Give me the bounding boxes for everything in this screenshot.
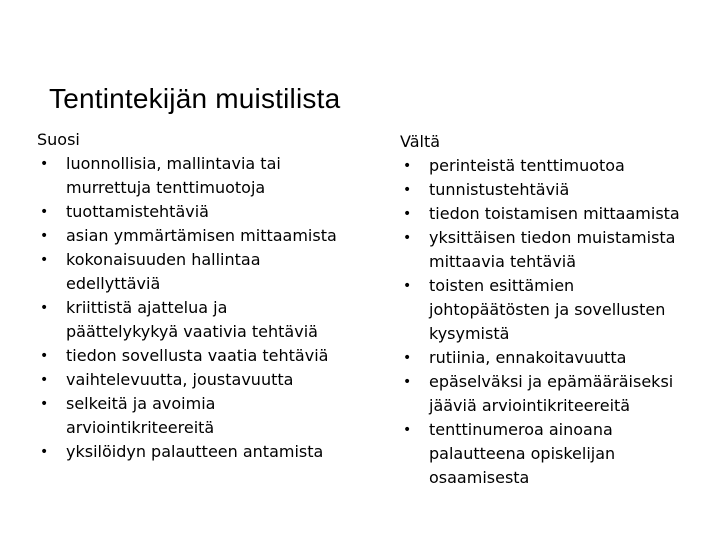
- bullet-icon: •: [40, 204, 49, 220]
- list-item: • asian ymmärtämisen mittaamista: [37, 224, 382, 248]
- bullet-icon: •: [403, 374, 412, 390]
- list-item: • perinteistä tenttimuotoa: [400, 154, 718, 178]
- prefer-heading: Suosi: [37, 130, 80, 149]
- bullet-icon: •: [40, 348, 49, 364]
- list-item: • tiedon sovellusta vaatia tehtäviä: [37, 344, 382, 368]
- bullet-icon: •: [403, 158, 412, 174]
- bullet-icon: •: [40, 396, 49, 412]
- bullet-icon: •: [40, 228, 49, 244]
- bullet-icon: •: [40, 252, 49, 268]
- list-item: • luonnollisia, mallintavia tai murrettuja tenttimuotoja: [40, 154, 281, 197]
- list-item: • selkeitä ja avoimia arviointikriteereitä: [40, 394, 216, 437]
- list-item: • yksilöidyn palautteen antamista: [37, 440, 382, 464]
- avoid-column: [400, 130, 718, 490]
- list-item: • kriittistä ajattelua ja päättelykykyä vaativia tehtäviä: [40, 298, 318, 341]
- bullet-icon: •: [40, 372, 49, 388]
- bullet-icon: •: [403, 422, 412, 438]
- bullet-icon: •: [40, 156, 49, 172]
- list-item: • tiedon toistamisen mittaamista: [400, 202, 718, 226]
- prefer-column: [37, 128, 382, 464]
- bullet-icon: •: [40, 300, 49, 316]
- bullet-icon: •: [403, 278, 412, 294]
- list-item: • vaihtelevuutta, joustavuutta: [37, 368, 382, 392]
- list-item: • toisten esittämien johtopäätösten ja sovellusten kysymistä: [403, 276, 666, 343]
- bullet-icon: •: [40, 444, 49, 460]
- list-item: • epäselväksi ja epämääräiseksi jääviä arviointikriteereitä: [403, 372, 674, 415]
- bullet-icon: •: [403, 206, 412, 222]
- avoid-list: [400, 154, 718, 490]
- bullet-icon: •: [403, 182, 412, 198]
- list-item: • yksittäisen tiedon muistamista mittaavia tehtäviä: [403, 228, 676, 271]
- list-item: • tenttinumeroa ainoana palautteena opiskelijan osaamisesta: [403, 420, 616, 487]
- list-item: • rutiinia, ennakoitavuutta: [400, 346, 718, 370]
- page-title: Tentintekijän muistilista: [49, 82, 341, 114]
- avoid-heading: Vältä: [400, 132, 441, 151]
- bullet-icon: •: [403, 350, 412, 366]
- prefer-list: [37, 152, 382, 464]
- list-item: • tuottamistehtäviä: [37, 200, 382, 224]
- bullet-icon: •: [403, 230, 412, 246]
- list-item: • tunnistustehtäviä: [400, 178, 718, 202]
- list-item: • kokonaisuuden hallintaa edellyttäviä: [40, 250, 261, 293]
